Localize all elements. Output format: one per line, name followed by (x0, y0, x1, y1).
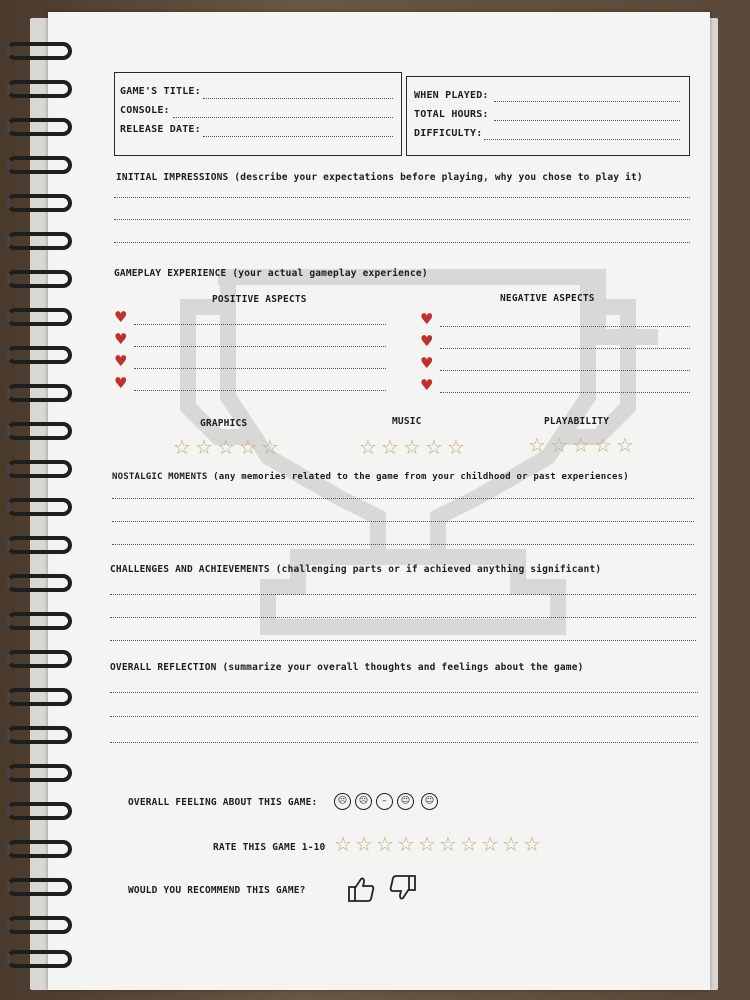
heart-icon: ♥ (114, 330, 128, 348)
total-hours-line[interactable] (494, 120, 680, 121)
initial-impressions-heading: INITIAL IMPRESSIONS (describe your expectations before playing, why you chose to play it) (116, 172, 643, 183)
reflection-line-3[interactable] (110, 742, 698, 743)
negative-line-4[interactable] (440, 392, 690, 393)
binding-ring (6, 118, 72, 136)
thumbs-up-icon[interactable] (346, 875, 376, 903)
nostalgic-line-1[interactable] (112, 498, 694, 499)
binding-ring (6, 916, 72, 934)
binding-ring (6, 460, 72, 478)
release-date-line[interactable] (203, 136, 393, 137)
star-icon[interactable]: ☆ (418, 832, 436, 856)
overall-feeling-label: OVERALL FEELING ABOUT THIS GAME: (128, 797, 318, 808)
negative-line-2[interactable] (440, 348, 690, 349)
binding-ring (6, 270, 72, 288)
star-icon[interactable]: ☆ (403, 435, 421, 459)
reflection-heading: OVERALL REFLECTION (summarize your overall thoughts and feelings about the game) (110, 662, 584, 673)
challenges-line-1[interactable] (110, 594, 696, 595)
star-icon[interactable]: ☆ (261, 435, 279, 459)
binding-ring (6, 346, 72, 364)
thumbs-down-icon[interactable] (388, 874, 418, 902)
when-played-label: WHEN PLAYED: (414, 90, 489, 101)
binding-ring (6, 612, 72, 630)
gameplay-heading: GAMEPLAY EXPERIENCE (your actual gameplay experience) (114, 268, 428, 279)
total-hours-label: TOTAL HOURS: (414, 109, 489, 120)
spiral-binding (0, 30, 80, 970)
reflection-line-1[interactable] (110, 692, 698, 693)
release-date-label: RELEASE DATE: (120, 124, 201, 135)
star-icon[interactable]: ☆ (217, 435, 235, 459)
recommend-label: WOULD YOU RECOMMEND THIS GAME? (128, 885, 306, 896)
star-icon[interactable]: ☆ (550, 433, 568, 457)
game-title-line[interactable] (203, 98, 393, 99)
binding-ring (6, 802, 72, 820)
negative-line-1[interactable] (440, 326, 690, 327)
binding-ring (6, 308, 72, 326)
positive-line-1[interactable] (134, 324, 386, 325)
binding-ring (6, 384, 72, 402)
binding-ring (6, 840, 72, 858)
star-icon[interactable]: ☆ (381, 435, 399, 459)
star-icon[interactable]: ☆ (528, 433, 546, 457)
star-icon[interactable]: ☆ (334, 832, 352, 856)
initial-line-1[interactable] (114, 197, 690, 198)
difficulty-label: DIFFICULTY: (414, 128, 483, 139)
star-icon[interactable]: ☆ (425, 435, 443, 459)
star-icon[interactable]: ☆ (616, 433, 634, 457)
binding-ring (6, 194, 72, 212)
music-label: MUSIC (392, 416, 422, 427)
star-icon[interactable]: ☆ (502, 832, 520, 856)
challenges-line-2[interactable] (110, 617, 696, 618)
star-icon[interactable]: ☆ (572, 433, 590, 457)
star-icon[interactable]: ☆ (447, 435, 465, 459)
graphics-label: GRAPHICS (200, 418, 248, 429)
star-icon[interactable]: ☆ (481, 832, 499, 856)
heart-icon: ♥ (420, 310, 434, 328)
positive-line-2[interactable] (134, 346, 386, 347)
binding-ring (6, 536, 72, 554)
binding-ring (6, 950, 72, 968)
console-line[interactable] (173, 117, 393, 118)
when-played-line[interactable] (494, 101, 680, 102)
binding-ring (6, 650, 72, 668)
binding-ring (6, 80, 72, 98)
nostalgic-line-2[interactable] (112, 521, 694, 522)
binding-ring (6, 688, 72, 706)
playability-label: PLAYABILITY (544, 416, 610, 427)
heart-icon: ♥ (114, 352, 128, 370)
very-sad-face-icon[interactable]: ☹ (334, 793, 351, 810)
star-icon[interactable]: ☆ (376, 832, 394, 856)
star-icon[interactable]: ☆ (594, 433, 612, 457)
negative-line-3[interactable] (440, 370, 690, 371)
star-icon[interactable]: ☆ (173, 435, 191, 459)
heart-icon: ♥ (420, 354, 434, 372)
reflection-line-2[interactable] (110, 716, 698, 717)
binding-ring (6, 878, 72, 896)
star-icon[interactable]: ☆ (523, 832, 541, 856)
star-icon[interactable]: ☆ (397, 832, 415, 856)
binding-ring (6, 422, 72, 440)
challenges-line-3[interactable] (110, 640, 696, 641)
star-icon[interactable]: ☆ (195, 435, 213, 459)
console-label: CONSOLE: (120, 105, 170, 116)
star-icon[interactable]: ☆ (239, 435, 257, 459)
binding-ring (6, 764, 72, 782)
positive-aspects-label: POSITIVE ASPECTS (212, 294, 307, 305)
sad-face-icon[interactable]: ☹ (355, 793, 372, 810)
star-icon[interactable]: ☆ (460, 832, 478, 856)
heart-icon: ♥ (420, 332, 434, 350)
positive-line-4[interactable] (134, 390, 386, 391)
star-icon[interactable]: ☆ (359, 435, 377, 459)
binding-ring (6, 574, 72, 592)
star-icon[interactable]: ☆ (355, 832, 373, 856)
star-icon[interactable]: ☆ (439, 832, 457, 856)
very-happy-face-icon[interactable]: ☺ (421, 793, 438, 810)
binding-ring (6, 156, 72, 174)
difficulty-line[interactable] (484, 139, 680, 140)
initial-line-3[interactable] (114, 242, 690, 243)
game-title-label: GAME'S TITLE: (120, 86, 201, 97)
nostalgic-heading: NOSTALGIC MOMENTS (any memories related to the game from your childhood or past experiences) (112, 472, 629, 482)
nostalgic-line-3[interactable] (112, 544, 694, 545)
binding-ring (6, 726, 72, 744)
binding-ring (6, 232, 72, 250)
heart-icon: ♥ (420, 376, 434, 394)
heart-icon: ♥ (114, 374, 128, 392)
initial-line-2[interactable] (114, 219, 690, 220)
binding-ring (6, 42, 72, 60)
positive-line-3[interactable] (134, 368, 386, 369)
heart-icon: ♥ (114, 308, 128, 326)
journal-page (48, 12, 710, 990)
happy-face-icon[interactable]: ☺ (397, 793, 414, 810)
negative-aspects-label: NEGATIVE ASPECTS (500, 293, 595, 304)
neutral-face-icon[interactable]: – (376, 793, 393, 810)
challenges-heading: CHALLENGES AND ACHIEVEMENTS (challenging parts or if achieved anything significant) (110, 564, 602, 575)
rate-game-label: RATE THIS GAME 1-10 (213, 842, 326, 853)
binding-ring (6, 498, 72, 516)
